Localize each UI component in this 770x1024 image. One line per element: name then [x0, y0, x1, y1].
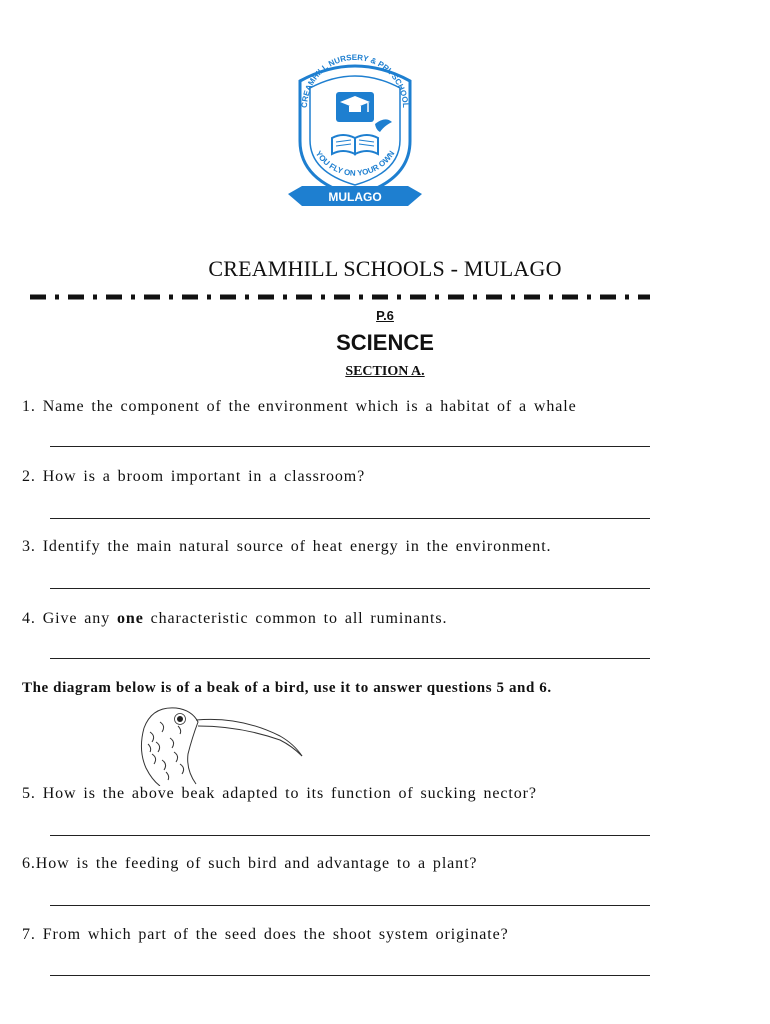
answer-line-7[interactable]	[50, 975, 650, 976]
question-6: 6.How is the feeding of such bird and advantage to a plant?	[22, 855, 478, 872]
question-3: 3. Identify the main natural source of heat energy in the environment.	[22, 538, 552, 555]
diagram-instruction: The diagram below is of a beak of a bird, use it to answer questions 5 and 6.	[22, 680, 552, 696]
logo-banner-text: MULAGO	[328, 190, 382, 204]
question-4-prefix: 4. Give any	[22, 610, 118, 627]
logo-motto-text: YOU FLY ON YOUR OWN	[313, 149, 397, 178]
subject-title: SCIENCE	[336, 330, 434, 355]
question-1: 1. Name the component of the environment which is a habitat of a whale	[22, 398, 577, 415]
school-title: CREAMHILL SCHOOLS - MULAGO	[208, 256, 562, 281]
answer-line-3[interactable]	[50, 588, 650, 589]
question-7: 7. From which part of the seed does the shoot system originate?	[22, 926, 509, 943]
answer-line-2[interactable]	[50, 518, 650, 519]
question-5: 5. How is the above beak adapted to its function of sucking nector?	[22, 785, 537, 802]
school-logo	[280, 46, 430, 216]
logo-top-arc-text: CREAMHILL NURSERY & PRI. SCHOOL	[299, 52, 411, 109]
answer-line-6[interactable]	[50, 905, 650, 906]
graduation-cap-icon	[336, 92, 374, 122]
answer-line-5[interactable]	[50, 835, 650, 836]
answer-line-4[interactable]	[50, 658, 650, 659]
question-4-emphasis: one	[117, 610, 144, 627]
dash-dot-divider	[30, 290, 650, 304]
class-label: P.6	[376, 308, 394, 323]
bird-beak-sketch-icon	[130, 698, 305, 786]
open-book-icon	[332, 135, 378, 154]
section-heading: SECTION A.	[345, 364, 425, 379]
question-4	[22, 610, 447, 628]
question-2: 2. How is a broom important in a classroom?	[22, 468, 366, 485]
answer-line-1[interactable]	[50, 446, 650, 447]
question-4-suffix: characteristic common to all ruminants.	[143, 610, 448, 627]
